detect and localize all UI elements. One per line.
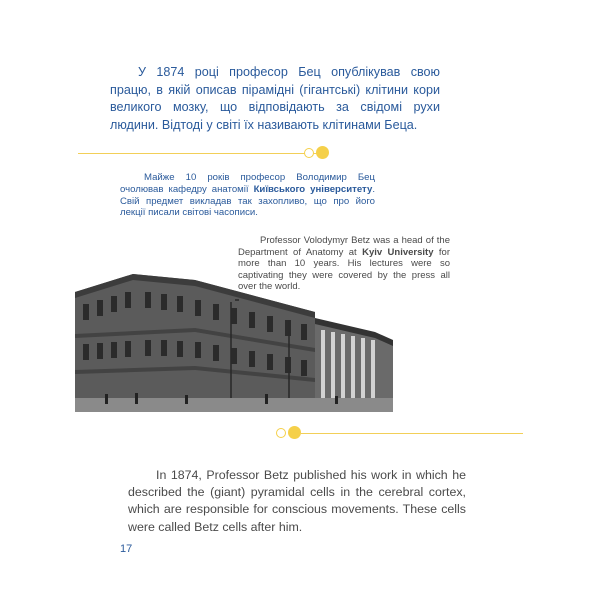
divider-ring-icon: [304, 148, 314, 158]
divider-dot-icon: [316, 146, 329, 159]
bottom-paragraph-english: In 1874, Professor Betz published his work in which he described the (giant) pyramidal cells in the cerebral cortex, which are responsible for conscious movements. These cells were called Betz cells after him.: [128, 468, 466, 534]
university-building-photo: [75, 262, 393, 412]
kyiv-university-highlight-en: Kyiv University: [362, 246, 434, 258]
divider-dot-icon: [288, 426, 301, 439]
divider-ring-icon: [276, 428, 286, 438]
middle-paragraph-ukrainian: Майже 10 років професор Володимир Бец очолював кафедру анатомії Київського університету. Свій предмет викладав так захопливо, що про його лекції писали світові часописи.: [120, 172, 375, 219]
middle-paragraph-english: Professor Volodymyr Betz was a head of the Department of Anatomy at Kyiv University for more than 10 years. His lectures were so captivating they were covered by the press all over the world.: [238, 235, 450, 293]
page-number: 17: [120, 543, 133, 555]
top-paragraph-ukrainian: У 1874 році професор Бец опублікував свою працю, в якій описав пірамідні (гігантські) клітини кори великого мозку, що відповідають за свідомі рухи людини. Відтоді у світі їх називають клітинами Беца.: [110, 65, 440, 132]
top-divider-line: [78, 153, 318, 154]
kyiv-university-highlight-uk: Київського університету: [253, 183, 373, 195]
bottom-divider-line: [301, 433, 523, 434]
